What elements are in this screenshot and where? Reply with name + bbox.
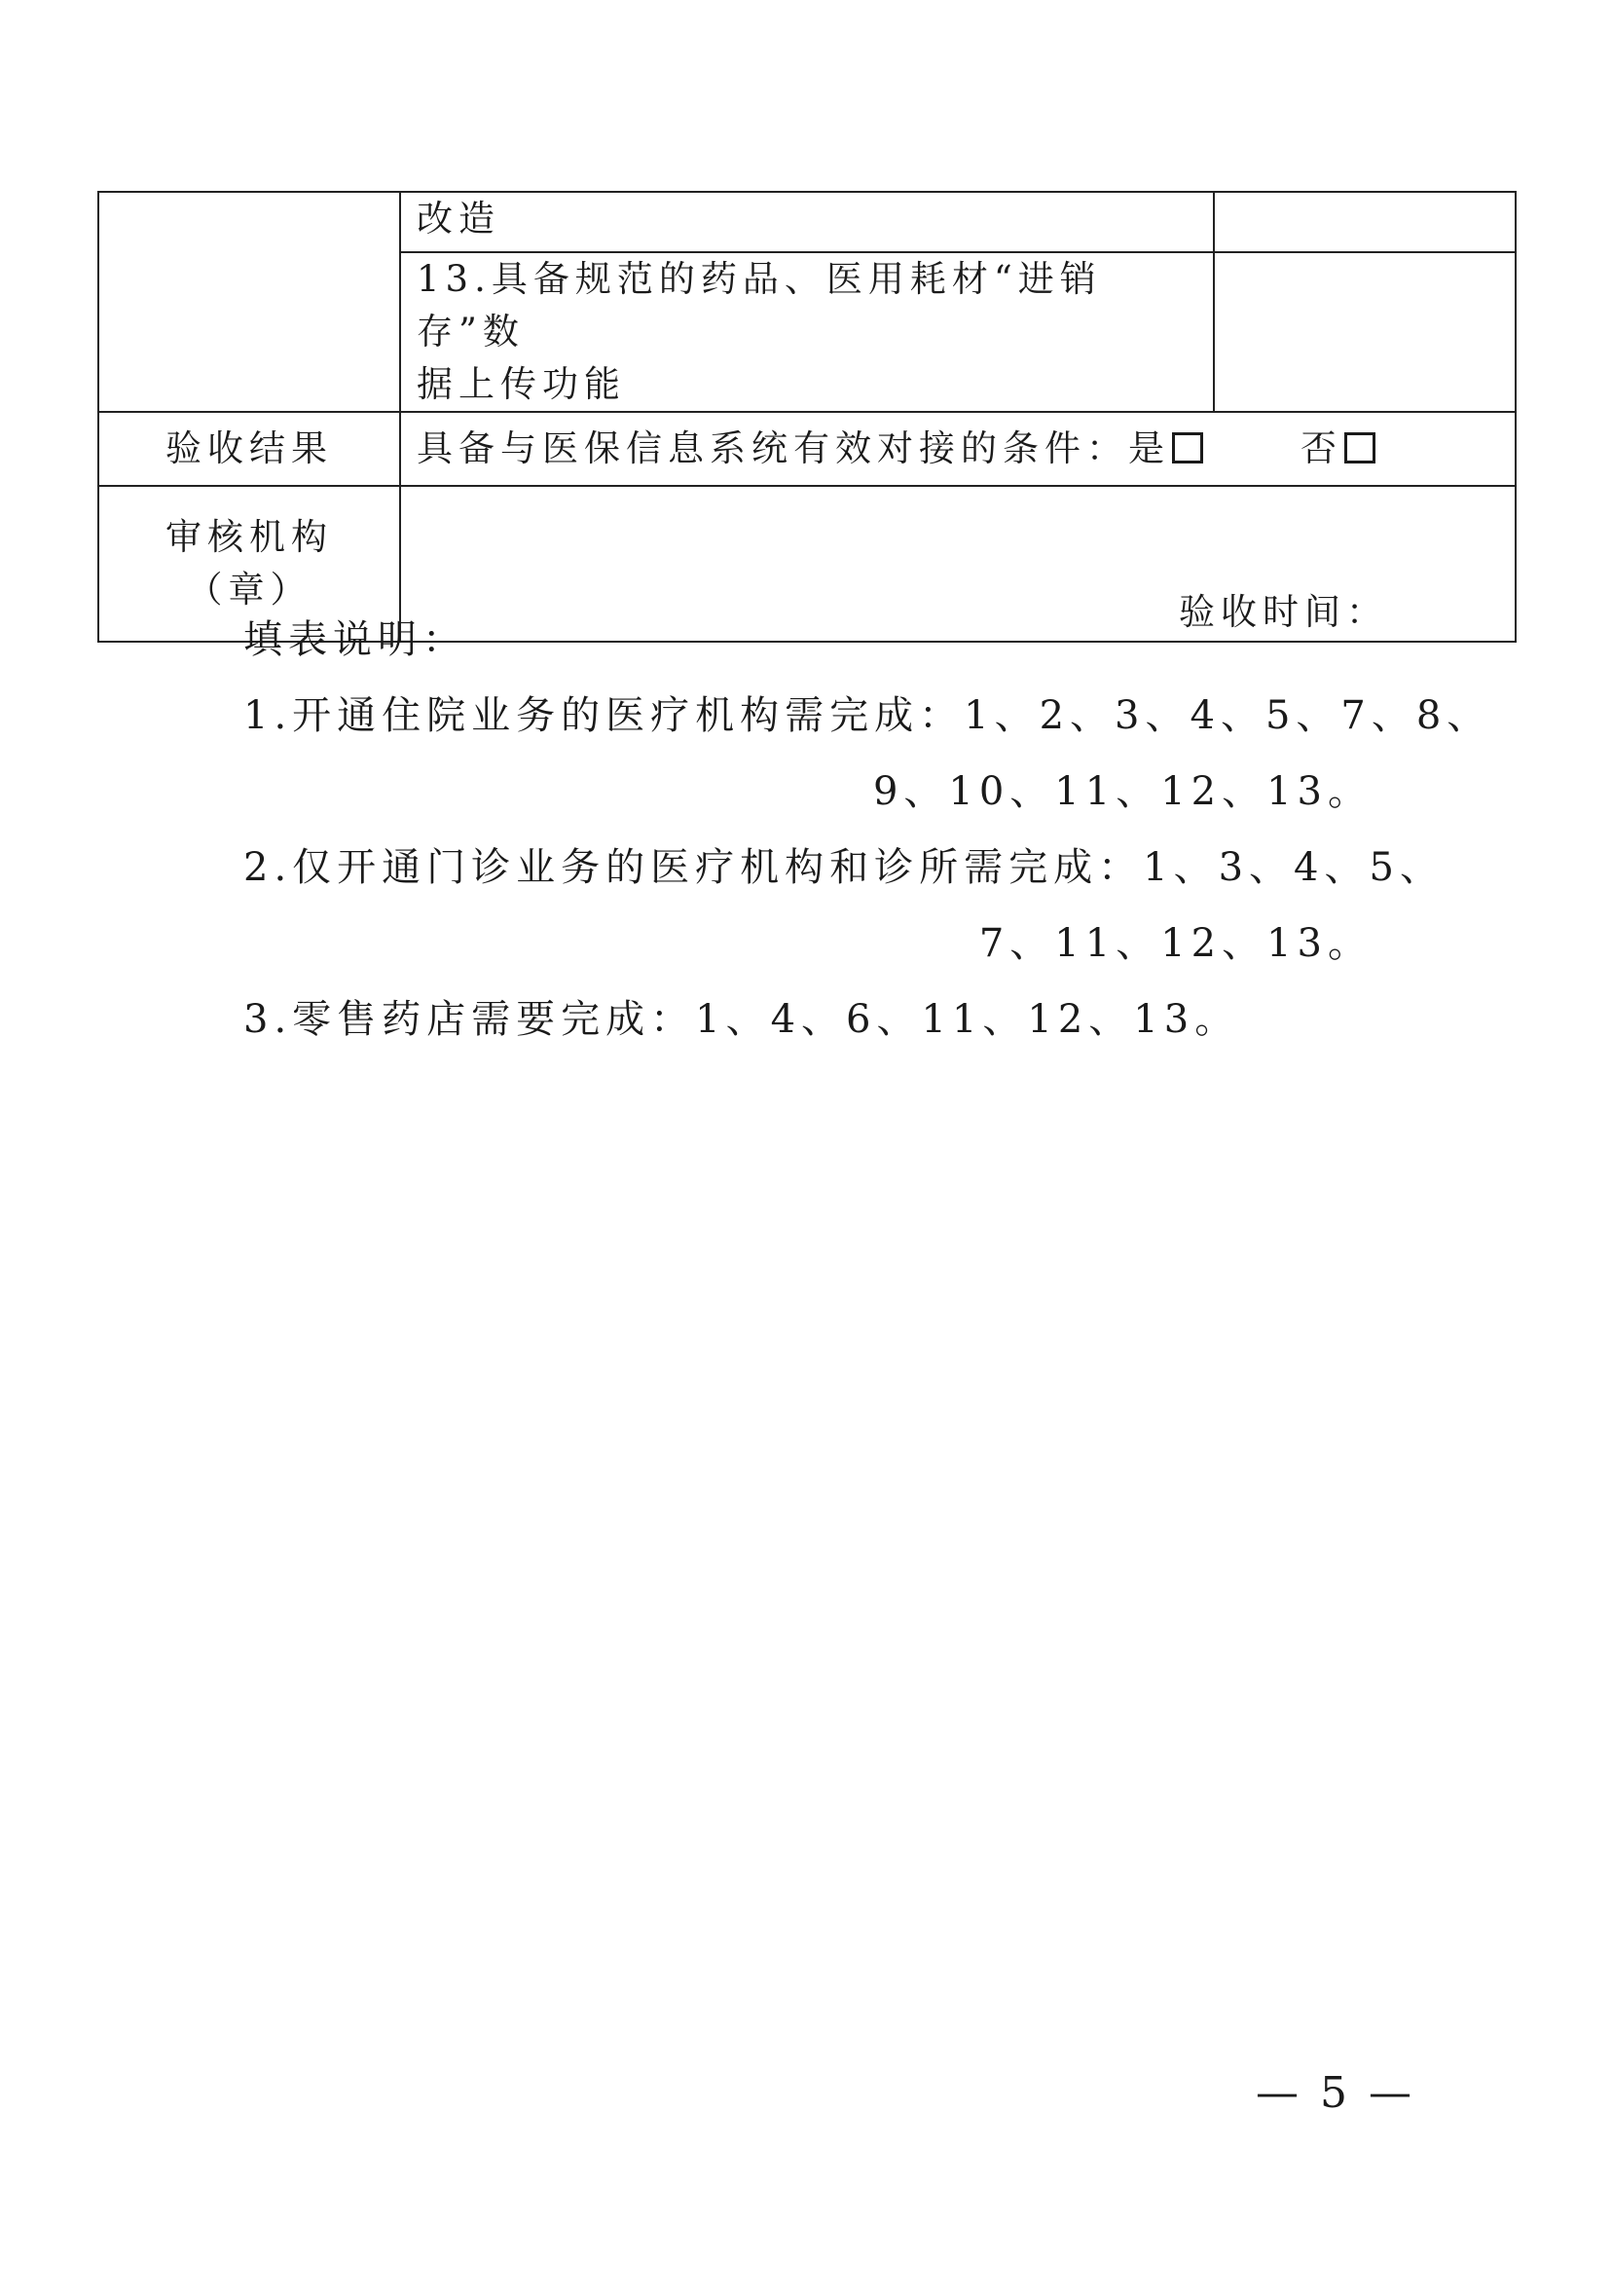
- yes-checkbox[interactable]: [1172, 432, 1203, 463]
- item-13-cell: [400, 252, 1214, 412]
- yes-label: 是: [1128, 427, 1170, 469]
- result-text-cell: [400, 412, 1516, 486]
- no-checkbox[interactable]: [1344, 432, 1375, 463]
- acceptance-time-label: 验收时间：: [1179, 591, 1388, 633]
- acceptance-table: [97, 191, 1517, 643]
- item-13-result-cell: [1214, 252, 1516, 412]
- instruction-2-line2: 7、11、12、13。: [978, 921, 1373, 966]
- item-text-cell: [400, 192, 1214, 252]
- no-label: 否: [1301, 427, 1342, 469]
- item-13-line1: 13.具备规范的药品、医用耗材“进销存”数: [417, 258, 1102, 352]
- instruction-1-line1: 1.开通住院业务的医疗机构需完成：1、2、3、4、5、7、8、: [243, 693, 1492, 738]
- instruction-3-line1: 3.零售药店需要完成：1、4、6、11、12、13。: [243, 997, 1240, 1042]
- result-text: 具备与医保信息系统有效对接的条件：: [417, 427, 1128, 469]
- item-result-cell: [1214, 192, 1516, 252]
- blank-label-cell: [98, 192, 400, 412]
- page-number: — 5 —: [1256, 2068, 1415, 2118]
- instructions-title: 填表说明：: [243, 617, 467, 662]
- item-13-line2: 据上传功能: [417, 363, 626, 405]
- result-label-cell: [98, 412, 400, 486]
- instruction-2-line1: 2.仅开通门诊业务的医疗机构和诊所需完成：1、3、4、5、: [243, 845, 1445, 890]
- instruction-1-line2: 9、10、11、12、13。: [872, 769, 1373, 814]
- review-label-line2: （章）: [186, 569, 312, 611]
- fill-instructions: [243, 602, 1492, 1057]
- item-12-continuation: 改造: [417, 198, 500, 240]
- result-label: 验收结果: [165, 427, 333, 469]
- review-label-line1: 审核机构: [165, 516, 333, 558]
